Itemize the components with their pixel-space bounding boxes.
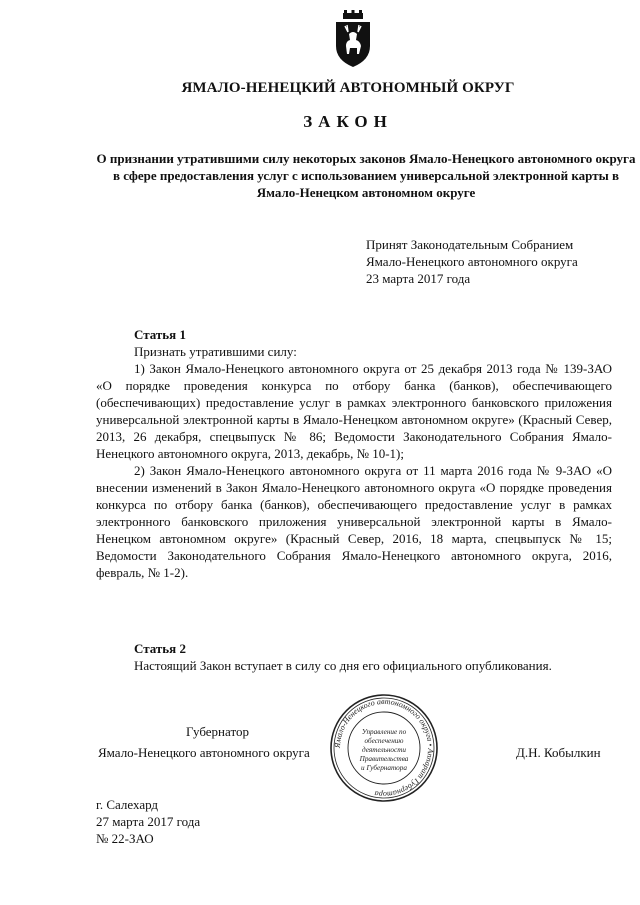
law-number: № 22-ЗАО: [96, 831, 154, 846]
signatory-title: Губернатор: [186, 724, 249, 739]
stamp-center-line-3: деятельности: [362, 746, 406, 754]
stamp-center-line-5: и Губернатора: [361, 764, 407, 772]
adoption-line-2: Ямало-Ненецкого автономного округа: [366, 254, 578, 269]
stamp-center-line-4: Правительства: [359, 755, 409, 763]
signing-date: 27 марта 2017 года: [96, 814, 201, 829]
article-2-text: Настоящий Закон вступает в силу со дня его официального опубликования.: [134, 658, 552, 673]
stamp-center-line-2: обеспечению: [364, 737, 404, 745]
adoption-date: 23 марта 2017 года: [366, 271, 471, 286]
stamp-center-line-1: Управление по: [361, 728, 407, 736]
article-1-item-2: 2) Закон Ямало-Ненецкого автономного округа от 11 марта 2016 года № 9-ЗАО «О внесении изменений в Закон Ямало-Ненецкого автономного округа «О порядке проведения конкурса по отбору банка (банков), обеспечивающего предоставление услуг в рамках электронного банковского приложения универсальной электронной карты в Ямало-Ненецком автономном округе» (Красный Север, 2016, 18 марта, спецвыпуск № 15; Ведомости Законодательного Собрания Ямало-Ненецкого автономного округа, 2016, февраль, № 1-2).: [96, 463, 612, 580]
coat-of-arms-icon: [332, 10, 374, 68]
signing-city: г. Салехард: [96, 797, 159, 812]
article-1-item-1: 1) Закон Ямало-Ненецкого автономного округа от 25 декабря 2013 года № 139-ЗАО «О порядке проведения конкурса по отбору банка (банков), обеспечивающего (обеспечивающих) предоставление услуг в рамках электронного банковского приложения универсальной электронной карты в Ямало-Ненецком автономном округе» (Красный Север, 2013, 26 декабря, спецвыпуск № 86; Ведомости Законодательного Собрания Ямало-Ненецкого автономного округа, 2013, декабрь, № 10-1);: [96, 361, 612, 461]
law-title: О признании утратившими силу некоторых законов Ямало-Ненецкого автономного округа в сфере предоставления услуг с использованием универсальной электронной карты в Ямало-Ненецком автономном округе: [96, 151, 636, 200]
article-1: [96, 326, 612, 581]
adoption-note: [366, 236, 626, 287]
document-type: ЗАКОН: [303, 112, 393, 131]
region-heading: ЯМАЛО-НЕНЕЦКИЙ АВТОНОМНЫЙ ОКРУГ: [181, 80, 515, 96]
stamp-ring-text: Ямало-Ненецкого автономного округа • Аппарат Губернатора: [332, 696, 436, 800]
article-2: [96, 640, 612, 674]
signatory-name: Д.Н. Кобылкин: [516, 745, 601, 760]
article-1-heading: Статья 1: [134, 327, 186, 342]
signatory-region: Ямало-Ненецкого автономного округа: [98, 745, 310, 760]
article-2-heading: Статья 2: [134, 641, 186, 656]
article-1-intro: Признать утратившими силу:: [134, 344, 297, 359]
official-stamp: [329, 693, 439, 803]
signing-details: [96, 796, 200, 847]
adoption-line-1: Принят Законодательным Собранием: [366, 237, 574, 252]
